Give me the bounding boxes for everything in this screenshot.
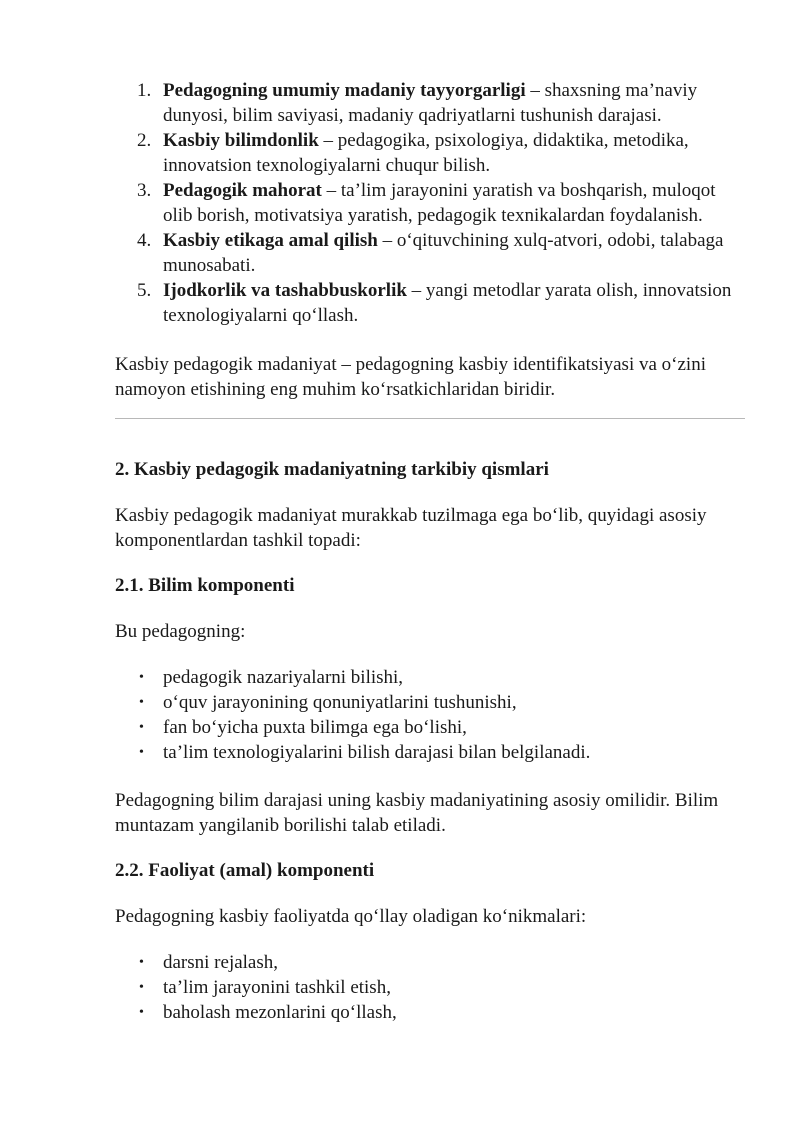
list-item: [137, 228, 745, 278]
bullet-text: fan bo‘yicha puxta bilimga ega bo‘lishi,: [163, 717, 467, 738]
subsection-heading-bilim: 2.1. Bilim komponenti: [115, 575, 295, 596]
list-term: Ijodkorlik va tashabbuskorlik: [163, 280, 407, 301]
bullet-text: baholash mezonlarini qo‘llash,: [163, 1002, 397, 1023]
list-item: [139, 1000, 745, 1025]
document-page: [115, 78, 745, 1025]
list-text: – o‘qituvchining xulq-atvori, odobi, talabaga munosabati.: [163, 230, 724, 276]
bullet-icon: •: [139, 955, 144, 970]
subsection-closing-bilim: Pedagogning bilim darajasi uning kasbiy madaniyatining asosiy omilidir. Bilim muntazam yangilanib borilishi talab etiladi.: [115, 790, 719, 836]
list-text: – pedagogika, psixologiya, didaktika, metodika, innovatsion texnologiyalarni chuqur bilish.: [163, 130, 689, 176]
bullet-text: pedagogik nazariyalarni bilishi,: [163, 667, 404, 688]
list-term: Kasbiy etikaga amal qilish: [163, 230, 378, 251]
list-item: [137, 78, 745, 128]
subsection-intro-faoliyat: Pedagogning kasbiy faoliyatda qo‘llay oladigan ko‘nikmalari:: [115, 906, 587, 927]
list-text: – shaxsning ma’naviy dunyosi, bilim saviyasi, madaniy qadriyatlarni tushunish darajasi.: [163, 80, 698, 126]
bullet-text: o‘quv jarayonining qonuniyatlarini tushunishi,: [163, 692, 517, 713]
bullet-icon: •: [139, 1005, 144, 1020]
bullet-icon: •: [139, 980, 144, 995]
horizontal-divider: [115, 418, 745, 419]
numbered-list: [115, 78, 745, 328]
list-item: [139, 950, 745, 975]
list-item: [139, 715, 745, 740]
bullet-list-bilim: [115, 665, 745, 765]
bullet-text: ta’lim texnologiyalarini bilish darajasi bilan belgilanadi.: [163, 742, 591, 763]
list-number: 1.: [137, 80, 152, 101]
bullet-icon: •: [139, 695, 144, 710]
list-term: Pedagogning umumiy madaniy tayyorgarligi: [163, 80, 526, 101]
subsection-intro-bilim: Bu pedagogning:: [115, 621, 246, 642]
list-item: [137, 128, 745, 178]
list-item: [139, 690, 745, 715]
subsection-heading-faoliyat: 2.2. Faoliyat (amal) komponenti: [115, 860, 375, 881]
list-text: – ta’lim jarayonini yaratish va boshqarish, muloqot olib borish, motivatsiya yaratish, pedagogik texnikalardan foydalanish.: [163, 180, 716, 226]
bullet-text: ta’lim jarayonini tashkil etish,: [163, 977, 391, 998]
summary-paragraph: Kasbiy pedagogik madaniyat – pedagogning kasbiy identifikatsiyasi va o‘zini namoyon etishining eng muhim ko‘rsatkichlaridan biridir.: [115, 354, 706, 400]
bullet-text: darsni rejalash,: [163, 952, 279, 973]
list-number: 2.: [137, 130, 152, 151]
bullet-icon: •: [139, 670, 144, 685]
list-term: Pedagogik mahorat: [163, 180, 322, 201]
list-number: 3.: [137, 180, 152, 201]
list-item: [137, 178, 745, 228]
list-text: – yangi metodlar yarata olish, innovatsion texnologiyalarni qo‘llash.: [163, 280, 732, 326]
bullet-icon: •: [139, 720, 144, 735]
list-item: [137, 278, 745, 328]
list-item: [139, 665, 745, 690]
section-heading: 2. Kasbiy pedagogik madaniyatning tarkibiy qismlari: [115, 459, 549, 480]
list-item: [139, 975, 745, 1000]
bullet-icon: •: [139, 745, 144, 760]
list-item: [139, 740, 745, 765]
list-term: Kasbiy bilimdonlik: [163, 130, 319, 151]
list-number: 5.: [137, 280, 152, 301]
section-intro: Kasbiy pedagogik madaniyat murakkab tuzilmaga ega bo‘lib, quyidagi asosiy komponentlardan tashkil topadi:: [115, 505, 707, 551]
list-number: 4.: [137, 230, 152, 251]
bullet-list-faoliyat: [115, 950, 745, 1025]
